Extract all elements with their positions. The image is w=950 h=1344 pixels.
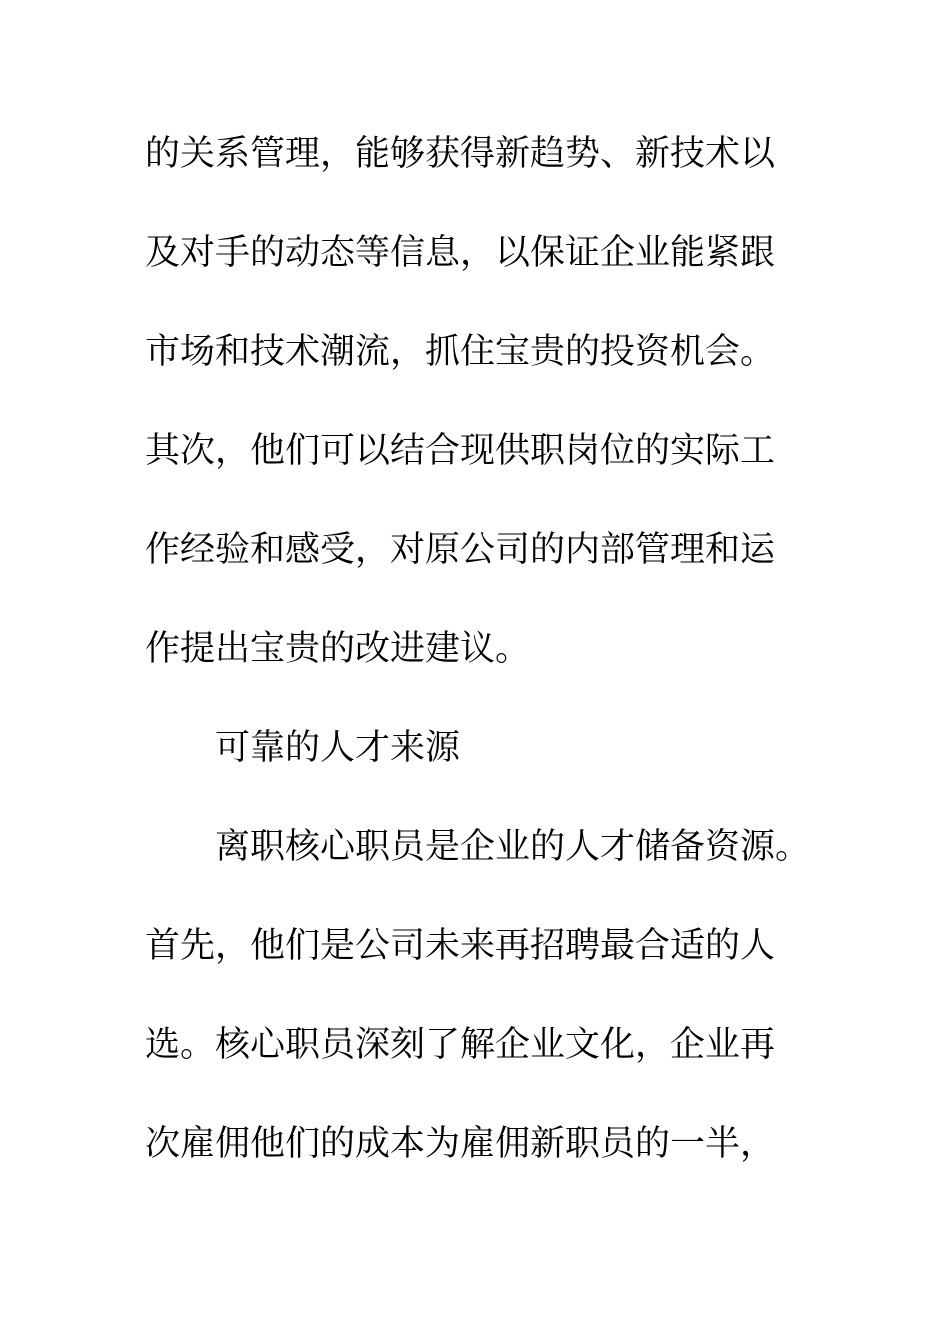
paragraph-line: 离职核心职员是企业的人才储备资源。 [215,827,811,867]
section-heading: 可靠的人才来源 [215,728,461,768]
paragraph-line: 作经验和感受，对原公司的内部管理和运 [145,530,776,570]
paragraph-line: 及对手的动态等信息，以保证企业能紧跟 [145,233,776,273]
paragraph-line: 选。核心职员深刻了解企业文化，企业再 [145,1025,776,1065]
paragraph-line: 其次，他们可以结合现供职岗位的实际工 [145,431,776,471]
paragraph-line: 的关系管理，能够获得新趋势、新技术以 [145,134,776,174]
paragraph-line: 首先，他们是公司未来再招聘最合适的人 [145,926,776,966]
paragraph-line: 次雇佣他们的成本为雇佣新职员的一半， [145,1124,776,1164]
paragraph-line: 市场和技术潮流，抓住宝贵的投资机会。 [145,332,776,372]
paragraph-line: 作提出宝贵的改进建议。 [145,629,531,669]
